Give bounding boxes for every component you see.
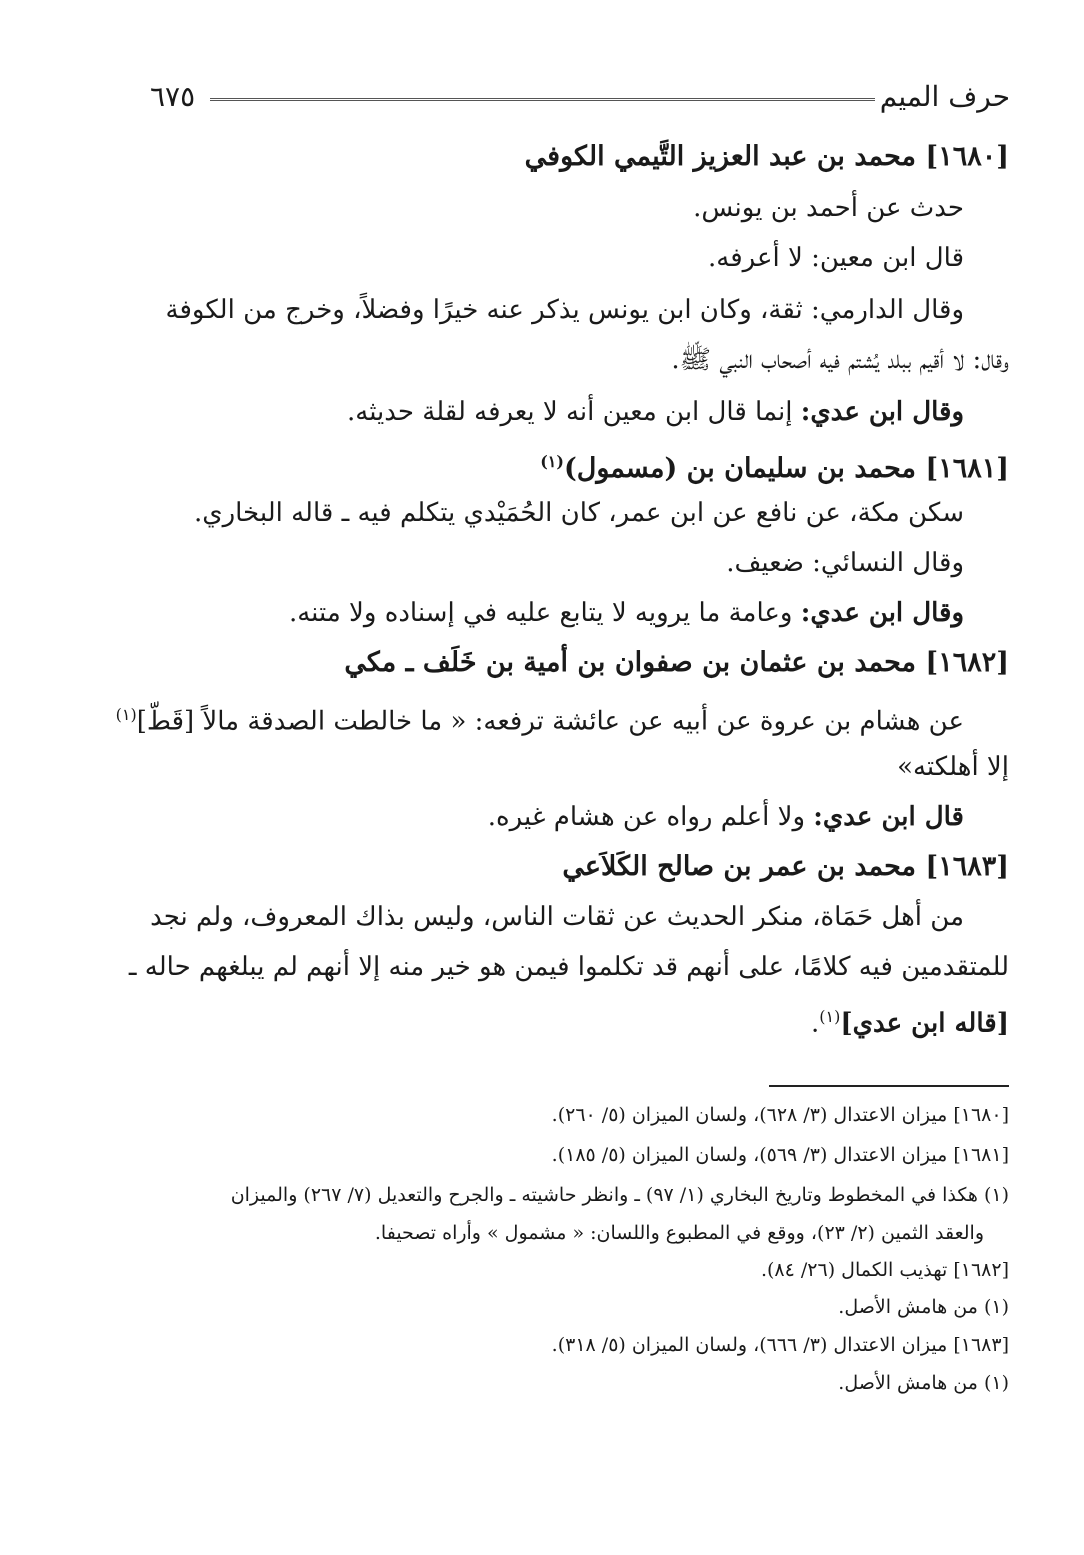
text-line — [0, 392, 964, 432]
text-line — [0, 797, 964, 837]
line-text: إلا أهلكته» — [897, 752, 1009, 782]
line-text: [١٦٨٢] محمد بن عثمان بن صفوان بن أمية بن خَلَف ـ مكي — [344, 647, 1009, 678]
speaker-label: وقال ابن عدي: — [800, 598, 964, 628]
line-text: وقال: لا أقيم ببلد يُشتم فيه أصحاب النبي ﷺ. — [671, 345, 1009, 375]
entry-heading — [0, 643, 1009, 683]
line-text: ولا أعلم رواه عن هشام غيره. — [487, 802, 814, 832]
entry-heading — [0, 137, 1009, 177]
line-text: وقال النسائي: ضعيف. — [726, 548, 964, 578]
text-line — [0, 188, 964, 228]
footnote: [١٦٨١] ميزان الاعتدال (٣/ ٥٦٩)، ولسان الميزان (٥/ ١٨٥). — [551, 1144, 1009, 1166]
text-line — [0, 897, 964, 937]
footnote-ref: (١) — [115, 705, 137, 724]
running-header — [150, 80, 1010, 120]
footnote: (١) هكذا في المخطوط وتاريخ البخاري (١/ ٩٧) ـ وانظر حاشيته ـ والجرح والتعديل (٧/ ٢٦٧) والميزان — [230, 1184, 1009, 1206]
speaker-label: وقال ابن عدي: — [800, 397, 964, 427]
page-number: ٦٧٥ — [150, 80, 196, 113]
line-text: سكن مكة، عن نافع عن ابن عمر، كان الحُمَيْدي يتكلم فيه ـ قاله البخاري. — [193, 498, 964, 528]
footnote: والعقد الثمين (٢/ ٢٣)، ووقع في المطبوع واللسان: « مشمول » وأراه تصحيفا. — [374, 1222, 984, 1244]
text-line — [0, 238, 964, 278]
line-text: للمتقدمين فيه كلامًا، على أنهم قد تكلموا فيمن هو خير منه إلا أنهم لم يبلغهم حاله ـ — [128, 952, 1009, 982]
speaker-label: قال ابن عدي: — [813, 802, 964, 832]
entry-heading — [0, 847, 1009, 887]
speaker-label: [قاله ابن عدي] — [840, 1008, 1009, 1039]
line-text: من أهل حَمَاة، منكر الحديث عن ثقات الناس، وليس بذاك المعروف، ولم نجد — [150, 902, 964, 932]
line-text: وعامة ما يرويه لا يتابع عليه في إسناده ولا متنه. — [288, 598, 801, 628]
footnote-separator — [769, 1085, 1009, 1087]
footnote-ref: (١) — [540, 452, 564, 471]
text-line — [0, 340, 1009, 380]
line-text: [١٦٨١] محمد بن سليمان بن (مسمول) — [563, 453, 1009, 484]
chapter-title: حرف الميم — [879, 80, 1010, 113]
text-line — [0, 493, 964, 533]
footnote: [١٦٨٣] ميزان الاعتدال (٣/ ٦٦٦)، ولسان الميزان (٥/ ٣١٨). — [551, 1334, 1009, 1356]
footnote: (١) من هامش الأصل. — [838, 1296, 1009, 1318]
line-text: عن هشام بن عروة عن أبيه عن عائشة ترفعه: « ما خالطت الصدقة مالاً [قَطّ] — [136, 706, 964, 737]
text-line — [0, 593, 964, 633]
line-text: إنما قال ابن معين أنه لا يعرفه لقلة حديثه. — [346, 397, 801, 427]
text-line — [0, 695, 964, 742]
line-text: [١٦٨٠] محمد بن عبد العزيز التَّيمي الكوفي — [524, 141, 1009, 172]
text-line — [0, 543, 964, 583]
text-line — [0, 747, 1009, 787]
line-text: [١٦٨٣] محمد بن عمر بن صالح الكَلاَعي — [562, 851, 1009, 882]
text-line — [0, 947, 1009, 987]
entry-heading — [0, 442, 1009, 489]
line-text: وقال الدارمي: ثقة، وكان ابن يونس يذكر عنه خيرًا وفضلاً، وخرج من الكوفة — [165, 295, 964, 325]
footnote: [١٦٨٠] ميزان الاعتدال (٣/ ٦٢٨)، ولسان الميزان (٥/ ٢٦٠). — [551, 1104, 1009, 1126]
footnote: [١٦٨٢] تهذيب الكمال (٢٦/ ٨٤). — [760, 1259, 1009, 1281]
header-rule — [210, 98, 875, 101]
footnote-ref: (١) — [819, 1007, 841, 1026]
text-line — [0, 290, 964, 330]
text-line — [0, 997, 1009, 1044]
line-text: قال ابن معين: لا أعرفه. — [708, 243, 964, 273]
footnote: (١) من هامش الأصل. — [838, 1372, 1009, 1394]
line-end: . — [810, 1008, 820, 1039]
line-text: حدث عن أحمد بن يونس. — [693, 193, 964, 223]
